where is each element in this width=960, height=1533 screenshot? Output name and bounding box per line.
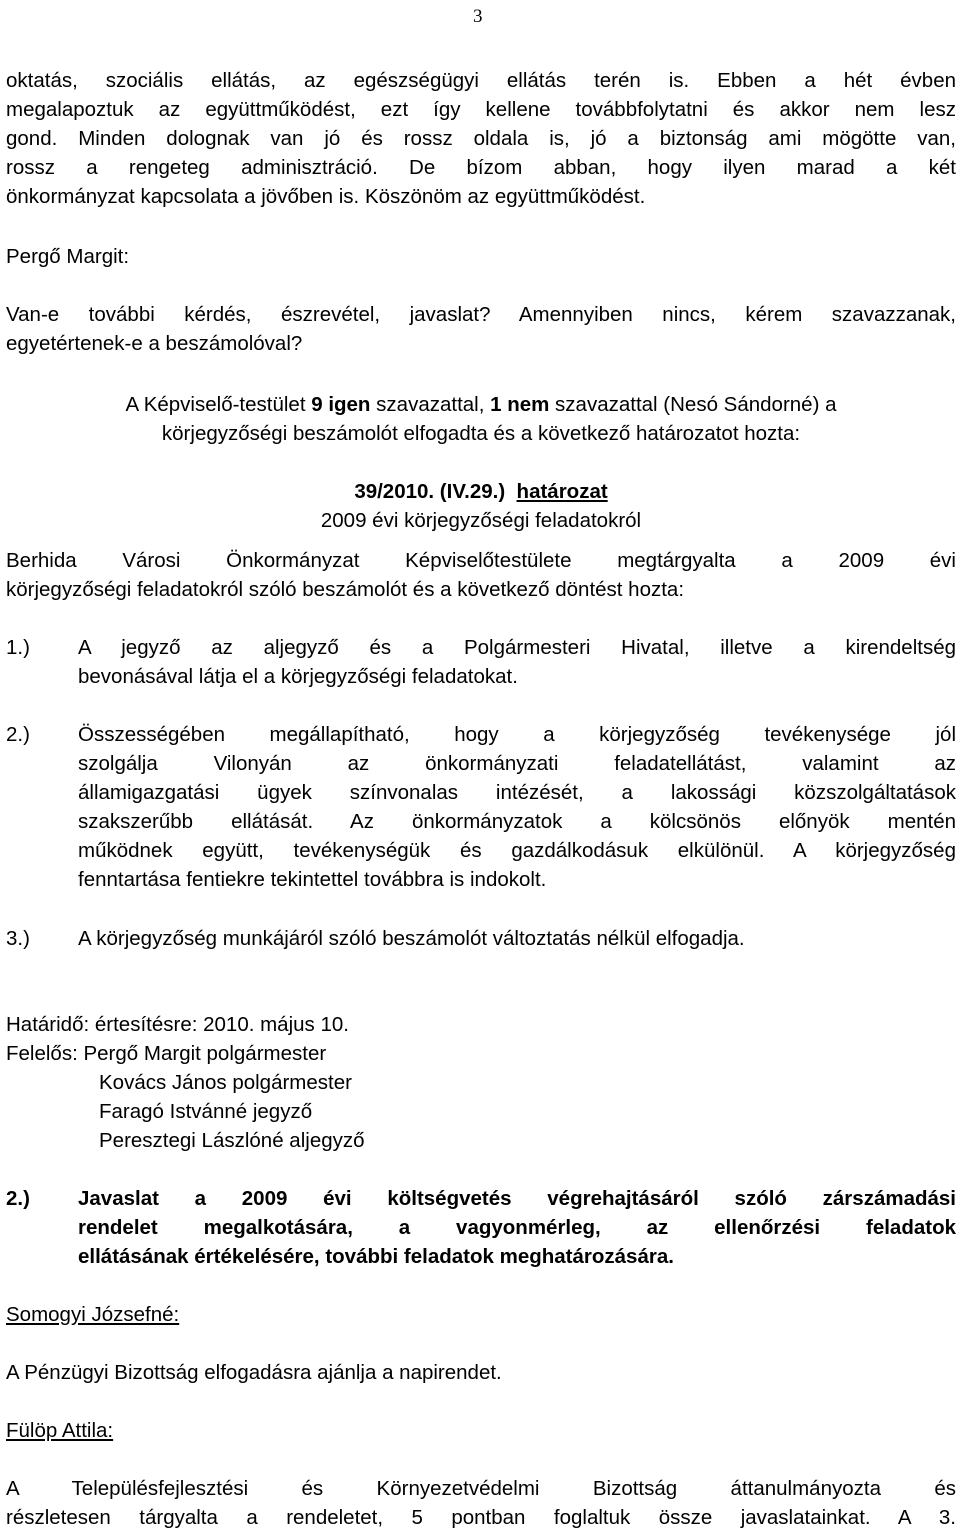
- item-line: működnek együtt, tevékenységük és gazdálkodásuk elkülönül. A körjegyzőség: [78, 839, 956, 862]
- speaker-name-text: Fülöp Attila:: [6, 1419, 114, 1442]
- resolution-subject: 2009 évi körjegyzőségi feladatokról: [320, 509, 642, 532]
- item-line: fenntartása fentiekre tekintettel továbbra is indokolt.: [78, 868, 547, 891]
- question-line: egyetértenek-e a beszámolóval?: [6, 332, 303, 355]
- resolution-word: határozat: [516, 480, 608, 503]
- resolution-heading: [6, 477, 956, 535]
- resolution-number: 39/2010. (IV.29.): [354, 480, 506, 503]
- item-line: szolgálja Vilonyán az önkormányzati feladatellátást, valamint az: [78, 752, 956, 775]
- item-line: államigazgatási ügyek színvonalas intézését, a lakossági közszolgáltatások: [78, 781, 956, 804]
- speaker-name: [6, 1300, 956, 1329]
- resolution-intro: [6, 546, 956, 604]
- item-line: bevonásával látja el a körjegyzőségi feladatokat.: [78, 665, 518, 688]
- agenda-line: ellátásának értékelésére, további feladatok meghatározására.: [78, 1245, 674, 1268]
- statement: [6, 1474, 956, 1532]
- resolution-item: [6, 720, 956, 900]
- intro-line: rossz a rengeteg adminisztráció. De bízom abban, hogy ilyen marad a két: [6, 156, 956, 179]
- responsible-person: Kovács János polgármester: [99, 1071, 352, 1094]
- item-line: A körjegyzőség munkájáról szóló beszámolót változtatás nélkül elfogadja.: [78, 927, 745, 950]
- speaker-name: [6, 1416, 956, 1445]
- agenda-item: [6, 1184, 956, 1274]
- intro-line: oktatás, szociális ellátás, az egészségügyi ellátás terén is. Ebben a hét évben: [6, 69, 956, 92]
- statement: A Pénzügyi Bizottság elfogadásra ajánlja a napirendet.: [6, 1361, 502, 1384]
- question-line: Van-e további kérdés, észrevétel, javaslat? Amennyiben nincs, kérem szavazzanak,: [6, 303, 956, 326]
- vote-result: [6, 390, 956, 448]
- resolution-item: [6, 924, 956, 954]
- item-number: 3.): [6, 927, 30, 950]
- speaker-name: Pergő Margit:: [6, 245, 130, 268]
- vote-line: körjegyzőségi beszámolót elfogadta és a következő határozatot hozta:: [161, 422, 801, 445]
- item-body: [78, 720, 956, 894]
- resolution-title: [6, 477, 956, 506]
- item-number: 1.): [6, 636, 30, 659]
- statement-line: A Településfejlesztési és Környezetvédelmi Bizottság áttanulmányozta és: [6, 1477, 956, 1500]
- deadline: Határidő: értesítésre: 2010. május 10.: [6, 1013, 349, 1036]
- resolution-item: [6, 633, 956, 693]
- item-body: [78, 924, 956, 953]
- item-line: A jegyző az aljegyző és a Polgármesteri Hivatal, illetve a kirendeltség: [78, 636, 956, 659]
- vote-mid: szavazattal,: [370, 393, 491, 416]
- responsible-line: [6, 1039, 956, 1068]
- agenda-line: Javaslat a 2009 évi költségvetés végrehajtásáról szóló zárszámadási: [78, 1187, 956, 1210]
- statement-line: részletesen tárgyalta a rendeletet, 5 pontban foglaltuk össze javaslatainkat. A 3.: [6, 1506, 956, 1529]
- item-number: 2.): [6, 723, 30, 746]
- intro-paragraph: [6, 66, 956, 211]
- resolution-intro-line: Berhida Városi Önkormányzat Képviselőtestülete megtárgyalta a 2009 évi: [6, 549, 956, 572]
- resolution-intro-line: körjegyzőségi feladatokról szóló beszámolót és a következő döntést hozta:: [6, 578, 685, 601]
- speaker-name-text: Somogyi Józsefné:: [6, 1303, 180, 1326]
- question-paragraph: [6, 300, 956, 358]
- page-number: 3: [473, 6, 483, 27]
- agenda-number: 2.): [6, 1187, 30, 1210]
- agenda-title: [78, 1184, 956, 1271]
- intro-line: megalapoztuk az együttműködést, ezt így kellene továbbfolytatni és akkor nem lesz: [6, 98, 956, 121]
- agenda-line: rendelet megalkotására, a vagyonmérleg, az ellenőrzési feladatok: [78, 1216, 956, 1239]
- responsible-person: Pergő Margit polgármester: [83, 1042, 327, 1065]
- vote-no: 1 nem: [490, 393, 550, 416]
- responsible-list: [6, 1039, 956, 1155]
- vote-prefix: A Képviselő-testület: [125, 393, 312, 416]
- intro-line: önkormányzat kapcsolata a jövőben is. Köszönöm az együttműködést.: [6, 185, 646, 208]
- vote-mid: szavazattal (Nesó Sándorné) a: [549, 393, 837, 416]
- vote-yes: 9 igen: [311, 393, 371, 416]
- responsible-label: Felelős:: [6, 1042, 84, 1065]
- responsible-person: Peresztegi Lászlóné aljegyző: [99, 1129, 365, 1152]
- intro-line: gond. Minden dolognak van jó és rossz oldala is, jó a biztonság ami mögötte van,: [6, 127, 956, 150]
- vote-line: [6, 390, 956, 419]
- item-line: Összességében megállapítható, hogy a körjegyzőség tevékenysége jól: [78, 723, 956, 746]
- responsible-person: Faragó Istvánné jegyző: [99, 1100, 313, 1123]
- item-line: szakszerűbb ellátását. Az önkormányzatok a kölcsönös előnyök mentén: [78, 810, 956, 833]
- item-body: [78, 633, 956, 691]
